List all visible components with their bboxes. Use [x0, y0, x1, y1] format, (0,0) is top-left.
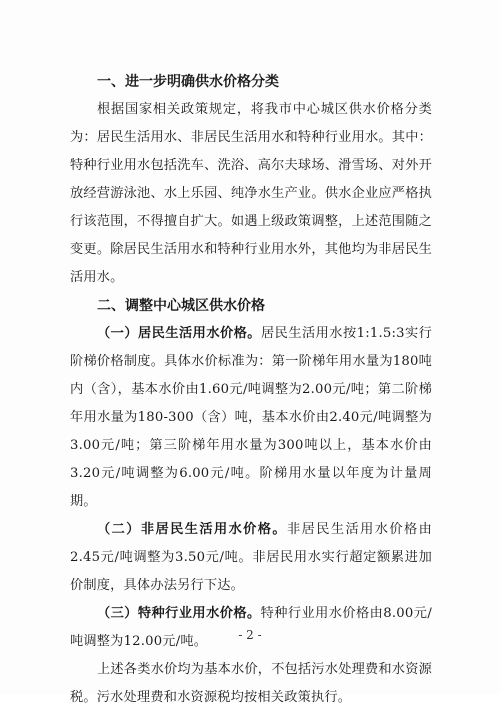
section-heading-2: 二、调整中心城区供水价格 [97, 298, 265, 314]
item-2-lead: （二）非居民生活用水价格。 [97, 522, 288, 537]
item-1-lead: （一）居民生活用水价格。 [97, 326, 261, 341]
section-heading-1: 一、进一步明确供水价格分类 [97, 74, 279, 90]
item-3-lead: （三）特种行业用水价格。 [97, 606, 261, 621]
section-1-paragraph: 根据国家相关政策规定，将我市中心城区供水价格分类为：居民生活用水、非居民生活用水和特种行业用水。其中：特种行业用水包括洗车、洗浴、高尔夫球场、滑雪场、对外开放经营游泳池、水上乐园、纯净水生产业。供水企业应严格执行该范围，不得擅自扩大。如遇上级政策调整，上述范围随之变更。除居民生活用水和特种行业用水外，其他均为非居民生活用水。 [70, 102, 432, 285]
item-1-text: 居民生活用水按1:1.5:3实行阶梯价格制度。具体水价标准为：第一阶梯年用水量为180吨内（含），基本水价由1.60元/吨调整为2.00元/吨；第二阶梯年用水量为180-300（含）吨，基本水价由2.40元/吨调整为3.00元/吨；第三阶梯年用水量为300吨以上，基本水价由3.20元/吨调整为6.00元/吨。阶梯用水量以年度为计量周期。 [70, 326, 433, 509]
document-body [70, 68, 432, 712]
item-1-paragraph [70, 320, 432, 516]
page-number: - 2 - [238, 628, 262, 642]
closing-paragraph: 上述各类水价均为基本水价，不包括污水处理费和水资源税。污水处理费和水资源税均按相关政策执行。 [70, 662, 432, 705]
item-3-text: 特种行业用水价格由8.00元/吨调整为12.00元/吨。 [70, 606, 432, 649]
item-2-paragraph [70, 516, 432, 600]
item-2-text: 非居民生活用水价格由2.45元/吨调整为3.50元/吨。非居民用水实行超定额累进加价制度，具体办法另行下达。 [70, 522, 432, 593]
